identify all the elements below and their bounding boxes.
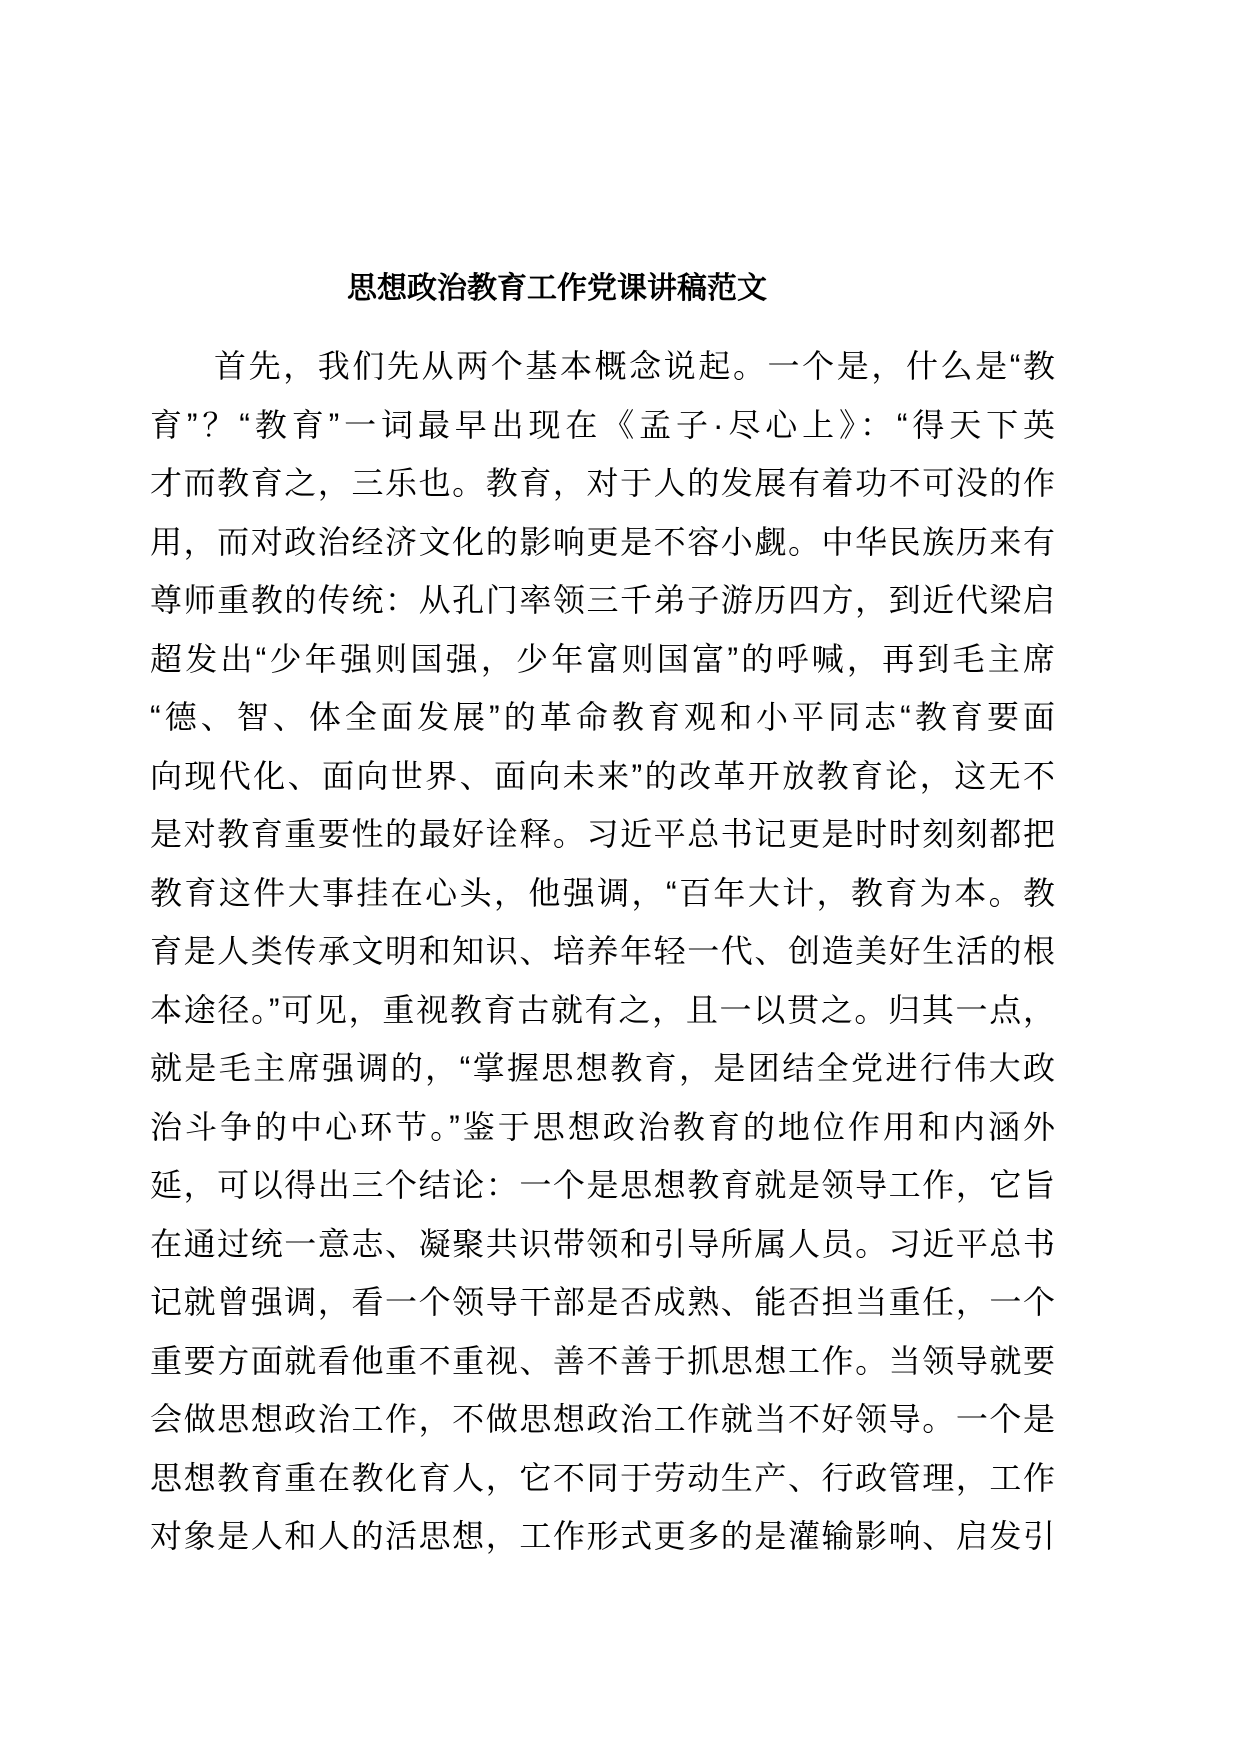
- body-line: 超发出“少年强则国强，少年富则国富”的呼喊，再到毛主席: [150, 640, 1055, 677]
- body-line: 向现代化、面向世界、面向未来”的改革开放教育论，这无不: [150, 757, 1055, 794]
- body-line: 育”？“教育”一词最早出现在《孟子·尽心上》：“得天下英: [150, 406, 1055, 443]
- body-line: 首先，我们先从两个基本概念说起。一个是，什么是“教: [214, 348, 1055, 384]
- body-line: 思想教育重在教化育人，它不同于劳动生产、行政管理，工作: [150, 1459, 1055, 1496]
- body-line: 就是毛主席强调的，“掌握思想教育，是团结全党进行伟大政: [150, 1050, 1055, 1086]
- body-line: 育是人类传承文明和知识、培养年轻一代、创造美好生活的根: [150, 933, 1055, 969]
- body-line: 尊师重教的传统：从孔门率领三千弟子游历四方，到近代梁启: [150, 582, 1055, 618]
- body-line: 在通过统一意志、凝聚共识带领和引导所属人员。习近平总书: [150, 1225, 1055, 1262]
- body-line: 是对教育重要性的最好诠释。习近平总书记更是时时刻刻都把: [150, 816, 1055, 852]
- body-line: 才而教育之，三乐也。教育，对于人的发展有着功不可没的作: [150, 465, 1055, 501]
- body-line: 本途径。”可见，重视教育古就有之，且一以贯之。归其一点，: [150, 991, 1055, 1028]
- body-line: 治斗争的中心环节。”鉴于思想政治教育的地位作用和内涵外: [150, 1108, 1055, 1145]
- body-line: 延，可以得出三个结论：一个是思想教育就是领导工作，它旨: [150, 1167, 1055, 1203]
- body-line: 重要方面就看他重不重视、善不善于抓思想工作。当领导就要: [150, 1342, 1055, 1379]
- body-line: 用，而对政治经济文化的影响更是不容小觑。中华民族历来有: [150, 523, 1055, 560]
- body-line: 对象是人和人的活思想，工作形式更多的是灌输影响、启发引: [150, 1518, 1055, 1554]
- document-title: 思想政治教育工作党课讲稿范文: [347, 272, 767, 305]
- body-line: 教育这件大事挂在心头，他强调，“百年大计，教育为本。教: [150, 874, 1055, 911]
- body-line: 会做思想政治工作，不做思想政治工作就当不好领导。一个是: [150, 1401, 1055, 1437]
- document-body: [150, 337, 1055, 1566]
- body-line: 记就曾强调，看一个领导干部是否成熟、能否担当重任，一个: [150, 1284, 1055, 1320]
- body-line: “德、智、体全面发展”的革命教育观和小平同志“教育要面: [150, 699, 1055, 735]
